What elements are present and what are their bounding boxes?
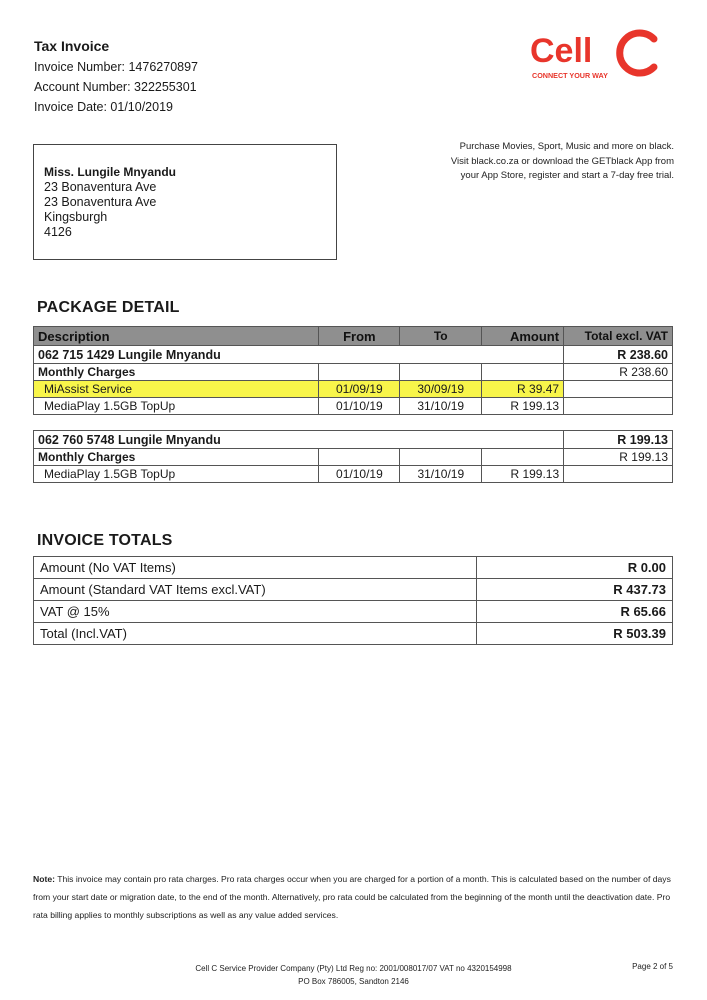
subscriber-number: 062 715 1429 Lungile Mnyandu <box>34 346 564 364</box>
cell-c-logo <box>526 22 666 84</box>
col-description: Description <box>34 327 319 346</box>
footer <box>0 962 707 988</box>
item-to: 30/09/19 <box>400 381 482 398</box>
col-to: To <box>400 327 482 346</box>
totals-label: VAT @ 15% <box>34 601 477 623</box>
totals-row <box>34 623 673 645</box>
item-to: 31/10/19 <box>400 466 482 483</box>
totals-row <box>34 601 673 623</box>
note-label: Note: <box>33 874 55 884</box>
item-from: 01/10/19 <box>319 398 400 415</box>
address-line: 23 Bonaventura Ave <box>44 195 157 209</box>
address-line: Kingsburgh <box>44 210 108 224</box>
subscriber-total: R 238.60 <box>564 346 673 364</box>
table-header-row <box>34 327 673 346</box>
totals-value: R 65.66 <box>477 601 673 623</box>
invoice-date: Invoice Date: 01/10/2019 <box>34 100 173 114</box>
table-row <box>34 381 673 398</box>
address-box <box>33 144 337 260</box>
address-line: 23 Bonaventura Ave <box>44 180 157 194</box>
group-total: R 238.60 <box>564 364 673 381</box>
item-from: 01/09/19 <box>319 381 400 398</box>
subscriber-total: R 199.13 <box>564 431 673 449</box>
svg-text:Cell: Cell <box>530 32 593 70</box>
subscriber-number: 062 760 5748 Lungile Mnyandu <box>34 431 564 449</box>
address-line: 4126 <box>44 225 72 239</box>
table-row <box>34 398 673 415</box>
pro-rata-note <box>33 870 675 924</box>
totals-row <box>34 579 673 601</box>
logo-tagline: CONNECT YOUR WAY <box>532 71 608 80</box>
invoice-number: Invoice Number: 1476270897 <box>34 60 199 74</box>
totals-table <box>33 556 673 645</box>
totals-value: R 437.73 <box>477 579 673 601</box>
page-number: Page 2 of 5 <box>632 962 673 971</box>
item-description: MediaPlay 1.5GB TopUp <box>34 398 319 415</box>
promo-text: Purchase Movies, Sport, Music and more on black. Visit black.co.za or download the GETblack App from your App Store, register and start a 7-day free trial. <box>450 141 674 181</box>
totals-label: Total (Incl.VAT) <box>34 623 477 645</box>
item-amount: R 199.13 <box>482 466 564 483</box>
package-table-2 <box>33 430 673 483</box>
group-row <box>34 364 673 381</box>
totals-label: Amount (No VAT Items) <box>34 557 477 579</box>
document-title: Tax Invoice <box>34 38 110 54</box>
col-amount: Amount <box>482 327 564 346</box>
invoice-totals-title: INVOICE TOTALS <box>37 532 173 549</box>
subscriber-row <box>34 431 673 449</box>
group-label: Monthly Charges <box>34 449 319 466</box>
customer-name: Miss. Lungile Mnyandu <box>44 165 177 179</box>
item-amount: R 199.13 <box>482 398 564 415</box>
item-amount: R 39.47 <box>482 381 564 398</box>
account-number: Account Number: 322255301 <box>34 80 197 94</box>
package-table-1 <box>33 326 673 415</box>
subscriber-row <box>34 346 673 364</box>
group-label: Monthly Charges <box>34 364 319 381</box>
package-detail-title: PACKAGE DETAIL <box>37 299 180 316</box>
item-description: MediaPlay 1.5GB TopUp <box>34 466 319 483</box>
item-to: 31/10/19 <box>400 398 482 415</box>
group-total: R 199.13 <box>564 449 673 466</box>
item-description: MiAssist Service <box>34 381 319 398</box>
table-row <box>34 466 673 483</box>
totals-label: Amount (Standard VAT Items excl.VAT) <box>34 579 477 601</box>
col-total: Total excl. VAT <box>564 327 673 346</box>
group-row <box>34 449 673 466</box>
footer-address: PO Box 786005, Sandton 2146 <box>298 977 409 986</box>
note-text: This invoice may contain pro rata charges. Pro rata charges occur when you are charged for a portion of a month. This is calculated based on the number of days from your start date or migration date, to the end of the month. Alternatively, pro rata could be calculated from the beginning of the month until the deactivation date. Pro rata billing applies to monthly subscriptions as well as any value added services. <box>33 874 671 920</box>
item-from: 01/10/19 <box>319 466 400 483</box>
totals-value: R 0.00 <box>477 557 673 579</box>
totals-value: R 503.39 <box>477 623 673 645</box>
totals-row <box>34 557 673 579</box>
footer-company: Cell C Service Provider Company (Pty) Ltd Reg no: 2001/008017/07 VAT no 4320154998 <box>195 964 512 973</box>
col-from: From <box>319 327 400 346</box>
